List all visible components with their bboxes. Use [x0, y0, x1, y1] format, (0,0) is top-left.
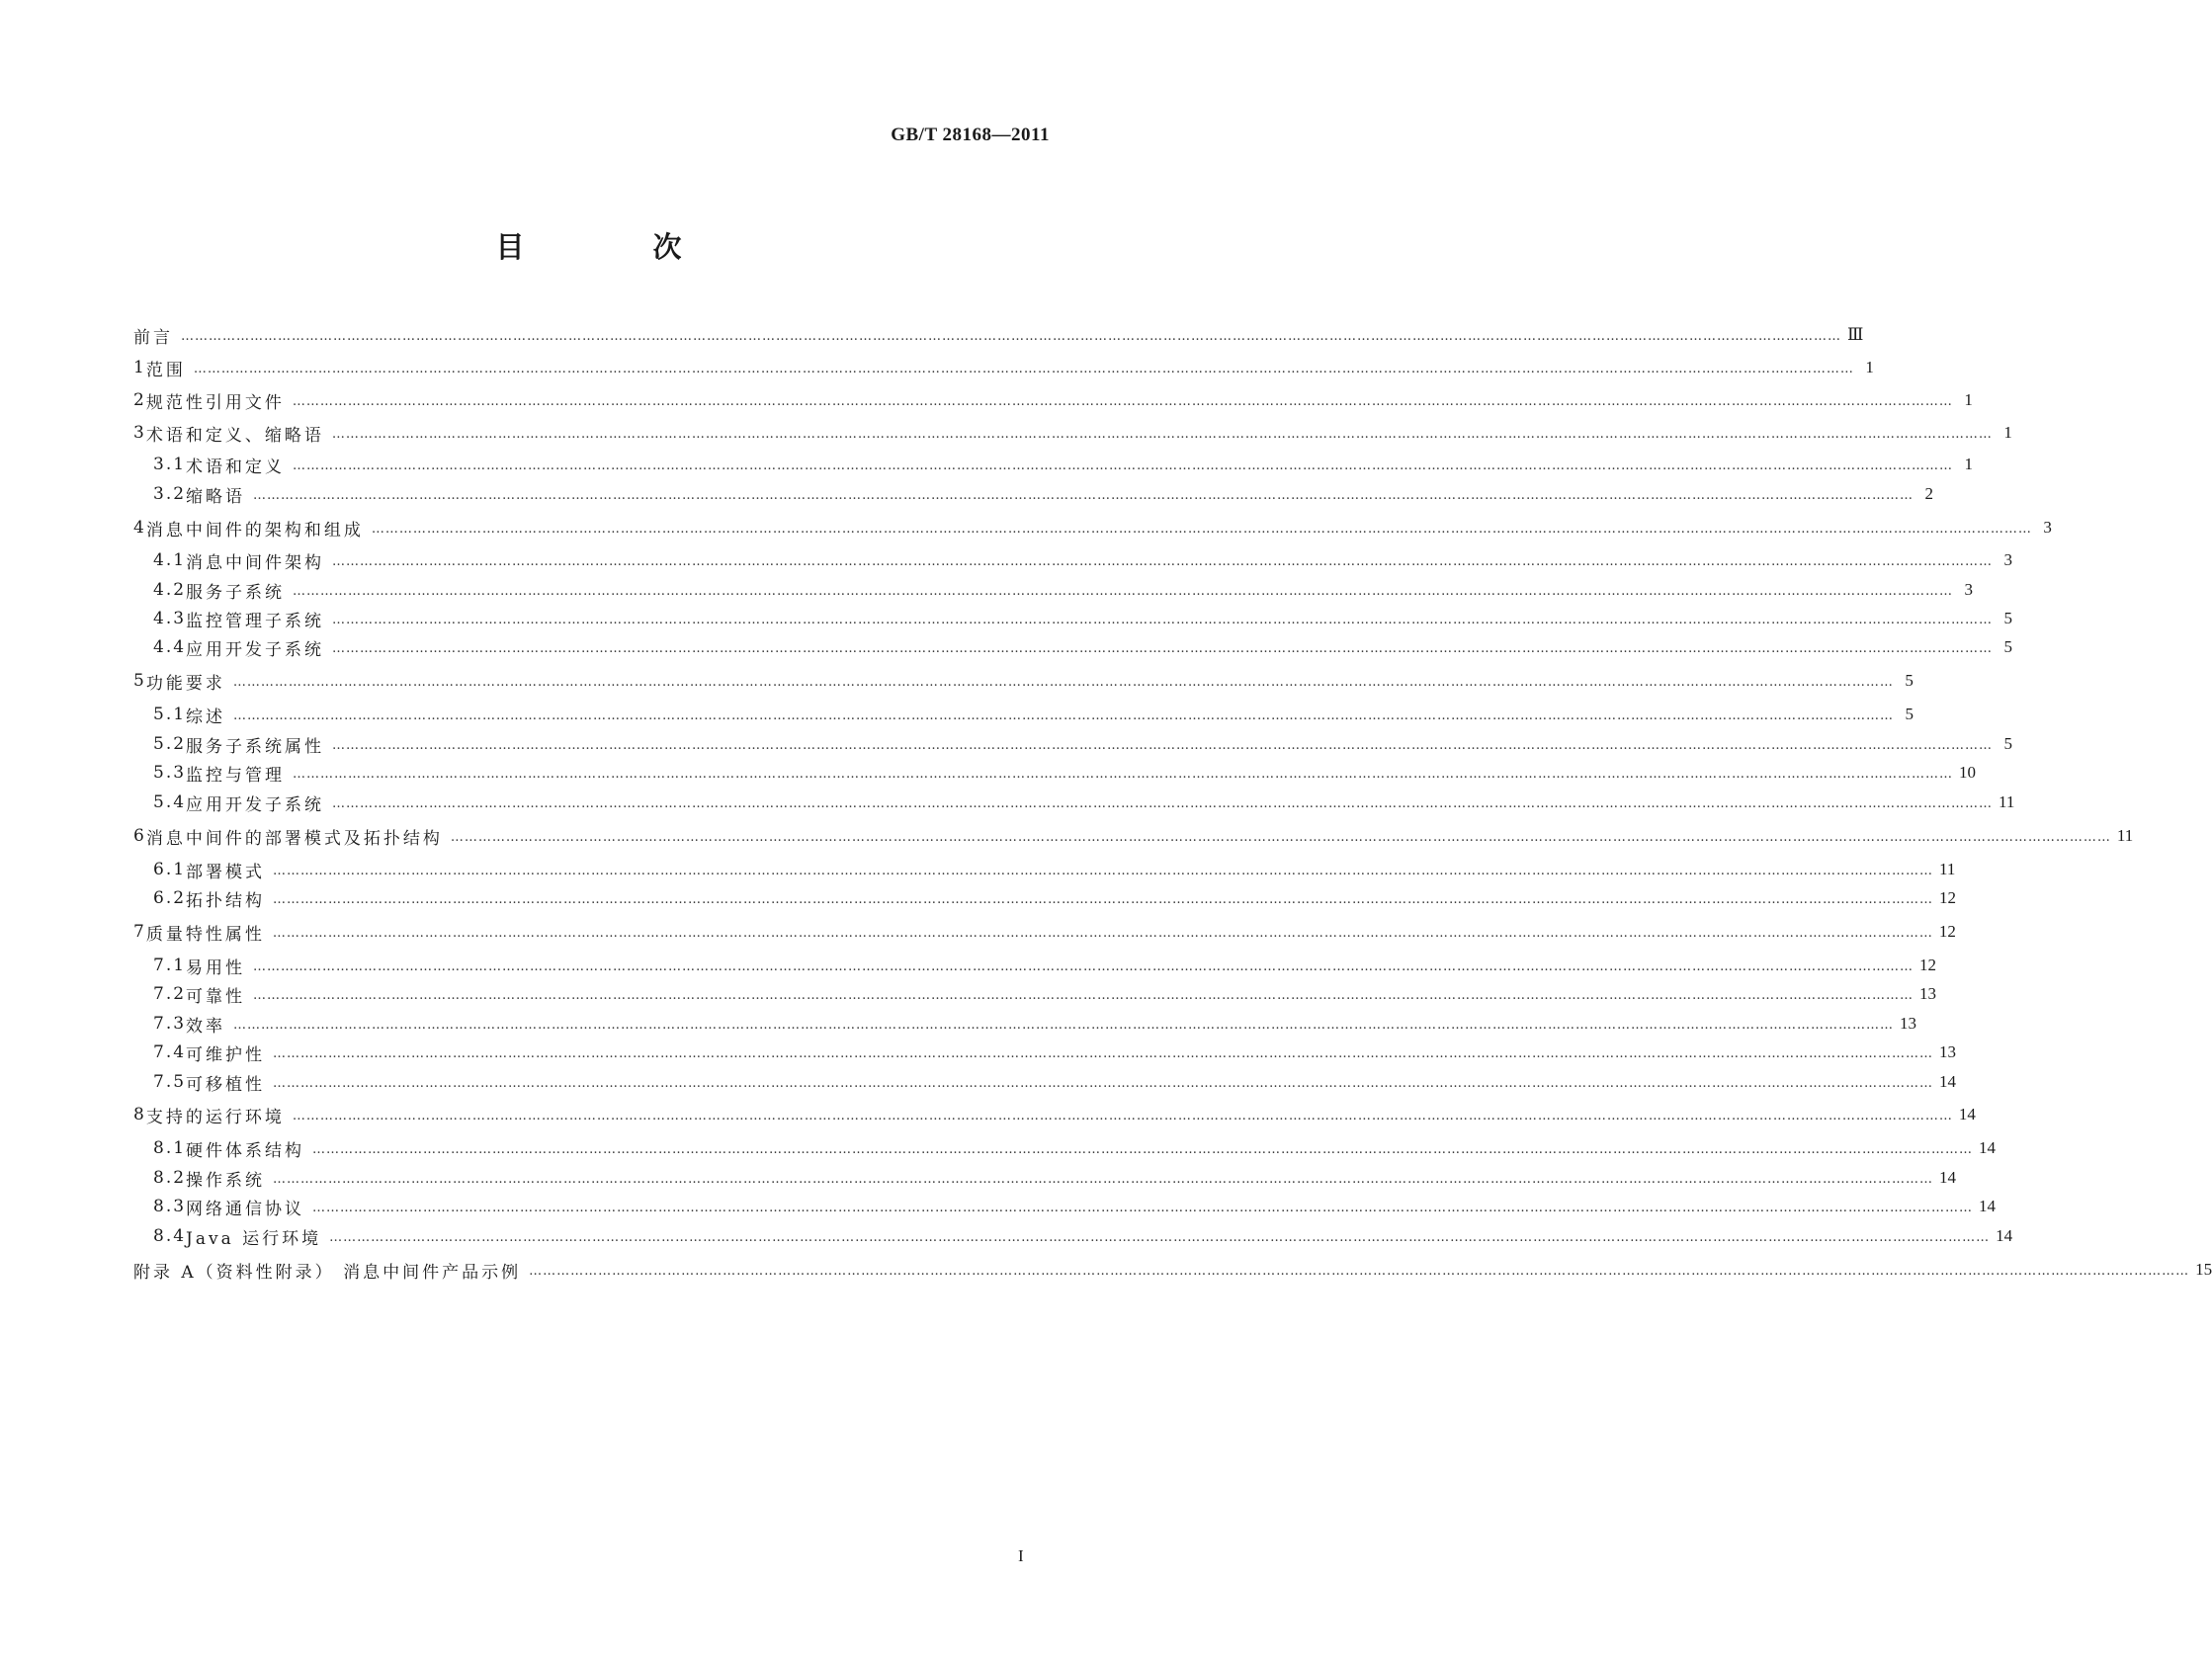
toc-entry[interactable]	[133, 322, 1864, 348]
toc-entry-number: 3	[133, 423, 146, 443]
toc-dot-leader: ………………………………………………………………………………………………………………………………………………………………………………………………………………………………………………………………………………………………………………………………	[293, 458, 1954, 473]
toc-entry-number: 7.4	[153, 1042, 187, 1062]
toc-entry[interactable]	[133, 452, 1974, 477]
toc-entry-number: 4.3	[153, 609, 187, 628]
toc-entry[interactable]	[133, 668, 1914, 694]
toc-entry[interactable]	[133, 355, 1874, 380]
toc-entry-page: 15	[2195, 1260, 2212, 1279]
toc-entry-title: 质量特性属性	[145, 924, 265, 945]
toc-dot-leader: ………………………………………………………………………………………………………………………………………………………………………………………………………………………………………………………………………………………………………………………………	[233, 707, 1895, 723]
toc-entry[interactable]	[133, 981, 1937, 1007]
toc-dot-leader: ………………………………………………………………………………………………………………………………………………………………………………………………………………………………………………………………………………………………………………………………	[529, 1263, 2190, 1279]
toc-dot-leader: ………………………………………………………………………………………………………………………………………………………………………………………………………………………………………………………………………………………………………………………………	[273, 1045, 1934, 1061]
toc-entry[interactable]	[133, 547, 2013, 573]
toc-dot-leader: ………………………………………………………………………………………………………………………………………………………………………………………………………………………………………………………………………………………………………………………………	[273, 863, 1934, 878]
toc-entry-page: 14	[1958, 1105, 1976, 1123]
toc-entry[interactable]	[133, 857, 1956, 882]
toc-dot-leader: ………………………………………………………………………………………………………………………………………………………………………………………………………………………………………………………………………………………………………………………………	[272, 925, 1933, 941]
toc-entry[interactable]	[133, 1135, 1997, 1161]
toc-entry-number: 5	[133, 671, 146, 691]
toc-entry[interactable]	[133, 702, 1914, 727]
toc-entry-page: 1	[2003, 423, 2012, 442]
toc-entry-title: 范围	[145, 360, 186, 380]
toc-entry-title: 可移植性	[186, 1074, 266, 1095]
toc-entry-title: 操作系统	[186, 1170, 266, 1191]
toc-entry[interactable]	[133, 823, 2134, 849]
toc-entry[interactable]	[133, 1011, 1917, 1037]
toc-dot-leader: ………………………………………………………………………………………………………………………………………………………………………………………………………………………………………………………………………………………………………………………………	[232, 674, 1894, 690]
toc-entry-page: 3	[2043, 518, 2052, 537]
toc-entry-number: 8.1	[153, 1138, 187, 1158]
toc-entry-number: 7.1	[153, 956, 187, 975]
toc-entry-title: 规范性引用文件	[145, 392, 285, 413]
toc-entry[interactable]	[133, 1257, 2212, 1283]
toc-entry-number: 8	[133, 1105, 146, 1124]
toc-entry-number: 5.2	[153, 734, 187, 754]
toc-dot-leader: ………………………………………………………………………………………………………………………………………………………………………………………………………………………………………………………………………………………………………………………………	[332, 640, 1994, 656]
toc-entry-title: 监控与管理	[186, 765, 286, 786]
toc-entry-page: 5	[1905, 671, 1914, 690]
toc-entry-title: 易用性	[186, 957, 246, 978]
toc-entry-title: 术语和定义	[186, 457, 286, 477]
toc-dot-leader: ………………………………………………………………………………………………………………………………………………………………………………………………………………………………………………………………………………………………………………………………	[253, 987, 1914, 1003]
toc-entry-title: 服务子系统属性	[186, 736, 325, 757]
toc-entry-number: 5.3	[153, 763, 187, 783]
toc-entry-title: 硬件体系结构	[186, 1140, 305, 1161]
toc-dot-leader: ………………………………………………………………………………………………………………………………………………………………………………………………………………………………………………………………………………………………………………………………	[293, 766, 1954, 782]
toc-dot-leader: ………………………………………………………………………………………………………………………………………………………………………………………………………………………………………………………………………………………………………………………………	[312, 1141, 1974, 1157]
toc-entry-title: 应用开发子系统	[186, 794, 325, 815]
toc-entry-number: 1	[133, 358, 146, 377]
toc-entry-number: 6.1	[153, 860, 187, 879]
toc-entry-number: 4.4	[153, 637, 187, 657]
toc-entry[interactable]	[133, 515, 2052, 541]
toc-dot-leader: ………………………………………………………………………………………………………………………………………………………………………………………………………………………………………………………………………………………………………………………………	[450, 829, 2111, 845]
toc-entry-page: 10	[1959, 763, 1977, 782]
toc-entry-number: 2	[133, 390, 146, 410]
toc-dot-leader: ………………………………………………………………………………………………………………………………………………………………………………………………………………………………………………………………………………………………………………………………	[371, 521, 2032, 537]
toc-entry-page: 14	[1979, 1197, 1997, 1215]
page-title: 目 次	[495, 230, 741, 264]
toc-entry-number: 6.2	[153, 888, 187, 908]
toc-entry-page: 11	[2116, 826, 2134, 845]
toc-dot-leader: ………………………………………………………………………………………………………………………………………………………………………………………………………………………………………………………………………………………………………………………………	[329, 1229, 1991, 1245]
toc-entry-page: 1	[1964, 390, 1973, 409]
toc-entry-page: 1	[1964, 455, 1974, 473]
toc-entry-title: 附录 A（资料性附录） 消息中间件产品示例	[133, 1262, 522, 1283]
toc-dot-leader: ………………………………………………………………………………………………………………………………………………………………………………………………………………………………………………………………………………………………………………………………	[253, 487, 1914, 503]
toc-entry[interactable]	[133, 790, 2015, 815]
toc-entry-number: 7.5	[153, 1072, 187, 1092]
toc-entry-page: 3	[1964, 580, 1974, 599]
toc-entry-number: 3.2	[153, 484, 187, 504]
toc-entry-page: 1	[1865, 358, 1874, 376]
toc-dot-leader: ………………………………………………………………………………………………………………………………………………………………………………………………………………………………………………………………………………………………………………………………	[253, 958, 1914, 974]
toc-entry[interactable]	[133, 634, 2013, 660]
toc-dot-leader: ………………………………………………………………………………………………………………………………………………………………………………………………………………………………………………………………………………………………………………………………	[292, 1108, 1953, 1123]
toc-dot-leader: ………………………………………………………………………………………………………………………………………………………………………………………………………………………………………………………………………………………………………………………………	[292, 393, 1953, 409]
toc-entry[interactable]	[133, 1040, 1957, 1065]
toc-dot-leader: ………………………………………………………………………………………………………………………………………………………………………………………………………………………………………………………………………………………………………………………………	[332, 612, 1994, 627]
toc-entry[interactable]	[133, 953, 1937, 978]
toc-dot-leader: ………………………………………………………………………………………………………………………………………………………………………………………………………………………………………………………………………………………………………………………………	[293, 583, 1954, 599]
toc-dot-leader: ………………………………………………………………………………………………………………………………………………………………………………………………………………………………………………………………………………………………………………………………	[273, 1075, 1934, 1091]
toc-dot-leader: ………………………………………………………………………………………………………………………………………………………………………………………………………………………………………………………………………………………………………………………………	[332, 795, 1994, 811]
toc-entry-number: 7	[133, 922, 146, 942]
toc-entry[interactable]	[133, 731, 2013, 757]
toc-entry-title: 缩略语	[186, 486, 246, 507]
toc-entry-number: 5.4	[153, 792, 187, 812]
toc-entry-page: 13	[1919, 984, 1937, 1003]
toc-entry-page: 5	[2003, 609, 2013, 627]
toc-entry-title: 可靠性	[186, 986, 246, 1007]
toc-entry-title: 消息中间件的架构和组成	[145, 520, 364, 541]
toc-dot-leader: ………………………………………………………………………………………………………………………………………………………………………………………………………………………………………………………………………………………………………………………………	[181, 328, 1841, 344]
toc-entry[interactable]	[133, 1165, 1957, 1191]
toc-entry-title: 综述	[186, 707, 226, 727]
standard-code: GB/T 28168—2011	[891, 125, 1050, 145]
toc-entry-number: 8.2	[153, 1168, 187, 1188]
toc-entry[interactable]	[133, 481, 1934, 507]
toc-entry-page: 11	[1939, 860, 1956, 878]
toc-entry-title: 术语和定义、缩略语	[145, 425, 324, 446]
toc-entry-title: 效率	[186, 1016, 226, 1037]
toc-entry-title: 前言	[133, 327, 173, 348]
toc-entry-page: 14	[1979, 1138, 1997, 1157]
toc-entry-page: 5	[2003, 734, 2013, 753]
toc-entry-number: 4.1	[153, 550, 187, 570]
toc-entry-title: 可维护性	[186, 1044, 266, 1065]
toc-entry[interactable]	[133, 1223, 2013, 1249]
toc-entry-title: 网络通信协议	[186, 1199, 305, 1219]
toc-entry-page: 12	[1939, 888, 1957, 907]
toc-entry-page: 2	[1924, 484, 1934, 503]
toc-entry[interactable]	[133, 606, 2013, 631]
toc-entry-number: 7.2	[153, 984, 187, 1004]
toc-entry-page: 14	[1939, 1072, 1957, 1091]
toc-entry-page: 5	[1905, 705, 1914, 723]
toc-entry-number: 3.1	[153, 455, 187, 474]
toc-entry-title: 应用开发子系统	[186, 639, 325, 660]
toc-dot-leader: ………………………………………………………………………………………………………………………………………………………………………………………………………………………………………………………………………………………………………………………………	[312, 1200, 1974, 1215]
toc-entry-title: 服务子系统	[186, 582, 286, 603]
toc-dot-leader: ………………………………………………………………………………………………………………………………………………………………………………………………………………………………………………………………………………………………………………………………	[332, 737, 1994, 753]
toc-entry-title: 拓扑结构	[186, 890, 266, 911]
toc-entry-page: 13	[1939, 1042, 1957, 1061]
toc-entry-page: 14	[1939, 1168, 1957, 1187]
toc-entry[interactable]	[133, 760, 1977, 786]
toc-entry-page: 12	[1919, 956, 1937, 974]
toc-entry-number: 6	[133, 826, 146, 846]
toc-entry-page: 11	[1999, 792, 2015, 811]
toc-entry-page: 3	[2003, 550, 2013, 569]
toc-dot-leader: ………………………………………………………………………………………………………………………………………………………………………………………………………………………………………………………………………………………………………………………………	[233, 1017, 1895, 1033]
toc-dot-leader: ………………………………………………………………………………………………………………………………………………………………………………………………………………………………………………………………………………………………………………………………	[331, 426, 1993, 442]
toc-entry-title: 功能要求	[145, 673, 225, 694]
toc-entry-title: 消息中间件的部署模式及拓扑结构	[145, 828, 443, 849]
toc-entry-page: 5	[2003, 637, 2013, 656]
toc-entry-number: 4.2	[153, 580, 187, 600]
toc-entry-number: 8.3	[153, 1197, 187, 1216]
toc-entry-title: 消息中间件架构	[186, 552, 325, 573]
toc-entry-title: 支持的运行环境	[145, 1107, 285, 1127]
toc-entry[interactable]	[133, 885, 1957, 911]
toc-entry-title: 监控管理子系统	[186, 611, 325, 631]
page-number: I	[1018, 1546, 1024, 1565]
toc-entry[interactable]	[133, 919, 1956, 945]
toc-dot-leader: ………………………………………………………………………………………………………………………………………………………………………………………………………………………………………………………………………………………………………………………………	[273, 891, 1934, 907]
toc-entry-page: 12	[1938, 922, 1956, 941]
toc-entry-number: 7.3	[153, 1014, 187, 1034]
toc-entry-page: Ⅲ	[1847, 325, 1864, 344]
toc-entry-page: 14	[1996, 1226, 2013, 1245]
toc-entry-number: 4	[133, 518, 146, 538]
toc-dot-leader: ………………………………………………………………………………………………………………………………………………………………………………………………………………………………………………………………………………………………………………………………	[332, 553, 1994, 569]
toc-entry-title: 部署模式	[186, 862, 266, 882]
toc-entry[interactable]	[133, 387, 1973, 413]
toc-dot-leader: ………………………………………………………………………………………………………………………………………………………………………………………………………………………………………………………………………………………………………………………………	[273, 1171, 1934, 1187]
toc-entry-page: 13	[1900, 1014, 1917, 1033]
toc-entry[interactable]	[133, 1069, 1957, 1095]
toc-entry[interactable]	[133, 577, 1974, 603]
toc-entry[interactable]	[133, 1194, 1997, 1219]
toc-entry[interactable]	[133, 1102, 1976, 1127]
toc-entry-title: Java 运行环境	[186, 1228, 322, 1249]
toc-dot-leader: ………………………………………………………………………………………………………………………………………………………………………………………………………………………………………………………………………………………………………………………………	[193, 361, 1854, 376]
toc-entry-number: 5.1	[153, 705, 187, 724]
toc-entry-number: 8.4	[153, 1226, 187, 1246]
toc-entry[interactable]	[133, 420, 2012, 446]
